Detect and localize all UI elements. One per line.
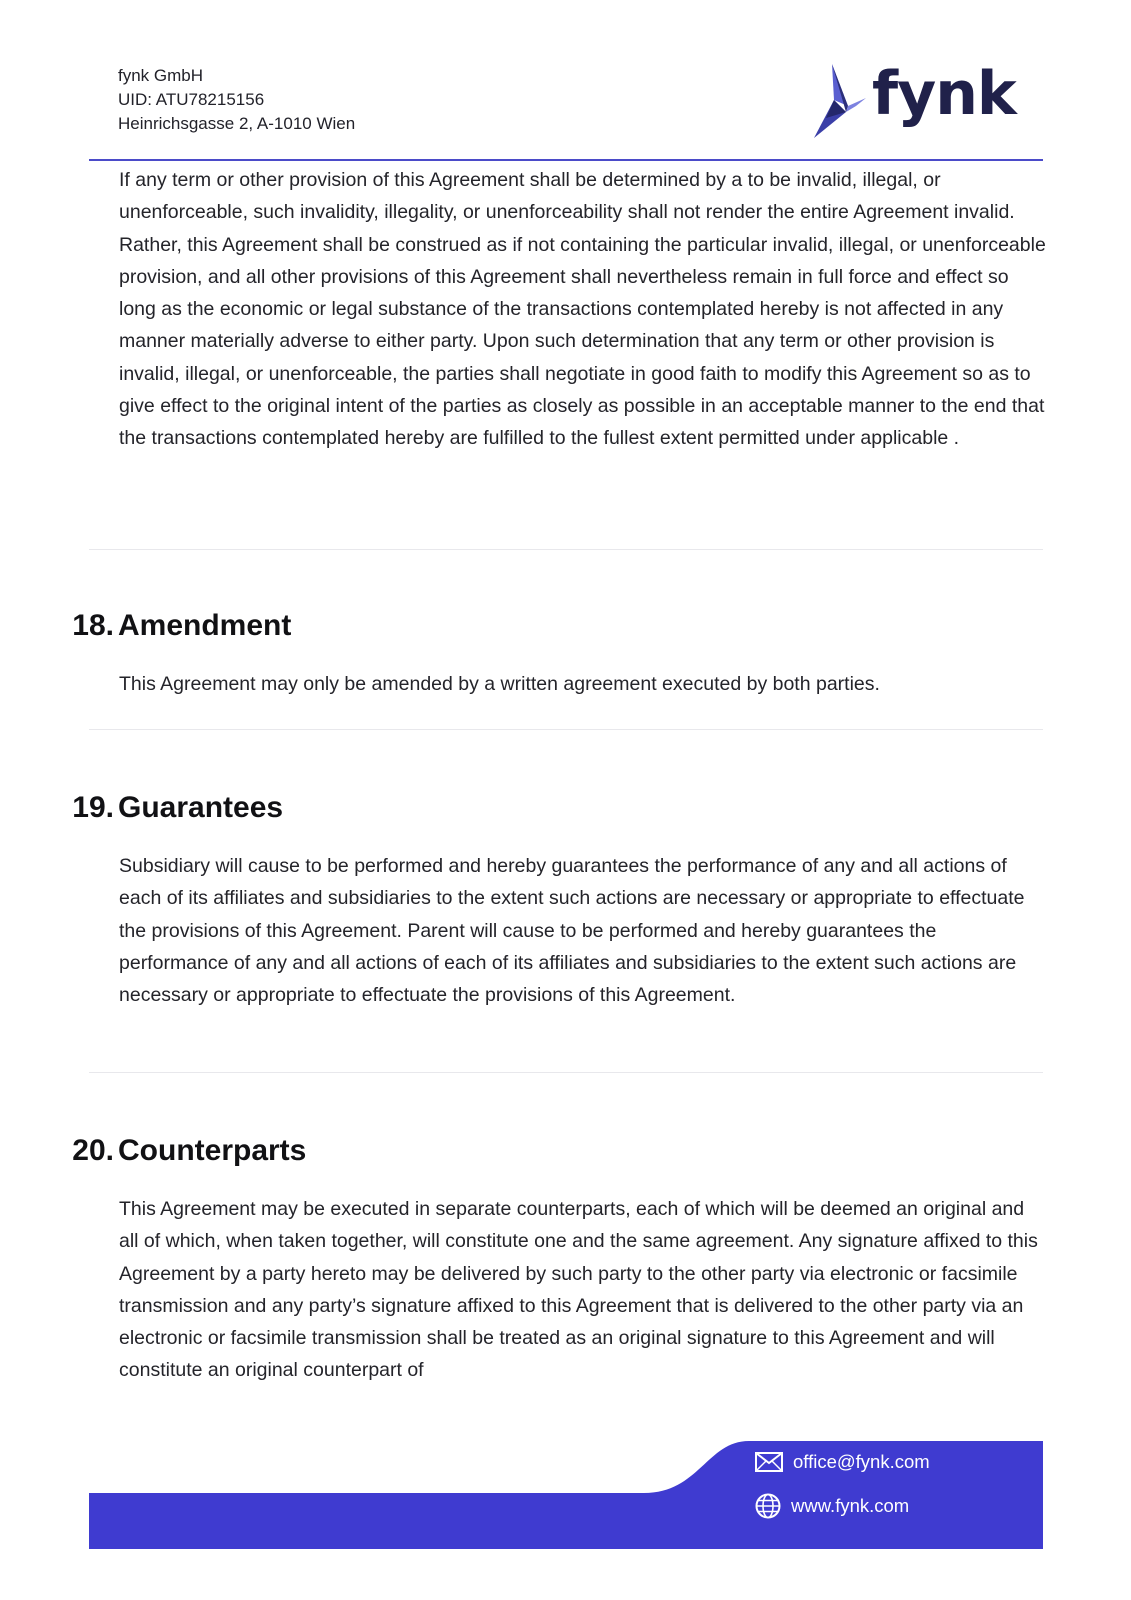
- section-19-body: Subsidiary will cause to be performed and hereby guarantees the performance of any and all actions of each of its affiliates and subsidiaries to the extent such actions are necessary or appropriate to effectuate the provisions of this Agreement. Parent will cause to be performed and hereby guarantees the performance of any and all actions of each of its affiliates and subsidiaries to the extent such actions are necessary or appropriate to effectuate the provisions of this Agreement.: [119, 855, 1025, 1007]
- company-name: fynk GmbH: [118, 66, 204, 85]
- logo-wordmark: fynk: [872, 59, 1016, 129]
- globe-icon: [755, 1493, 781, 1519]
- section-20-body: This Agreement may be executed in separate counterparts, each of which will be deemed an original and all of which, when taken together, will constitute one and the same agreement. Any signature affixed to this Agreement by a party hereto may be delivered by such party to the other party via electronic or facsimile transmission and any party’s signature affixed to this Agreement that is delivered to the other party via an electronic or facsimile transmission shall be treated as an original signature to this Agreement and will constitute an original counterpart of: [119, 1198, 1038, 1382]
- footer-website[interactable]: [755, 1493, 909, 1519]
- section-title: Counterparts: [118, 1134, 307, 1167]
- section-number: 18.: [72, 609, 114, 642]
- section-title: Amendment: [118, 609, 292, 642]
- section-number: 20.: [72, 1134, 114, 1167]
- footer-band: [89, 1441, 1043, 1549]
- section-divider: [89, 549, 1043, 550]
- company-address: Heinrichsgasse 2, A-1010 Wien: [118, 114, 356, 133]
- origami-bird-icon: [806, 60, 876, 142]
- section-title: Guarantees: [118, 791, 284, 824]
- fynk-logo: [806, 59, 1016, 142]
- header-divider: [89, 159, 1043, 161]
- footer-email[interactable]: [755, 1451, 930, 1473]
- intro-paragraph: If any term or other provision of this Agreement shall be determined by a to be invalid, illegal, or unenforceable, such invalidity, illegality, or unenforceability shall not render the entire Agreement invalid. Rather, this Agreement shall be construed as if not containing the particular invalid, illegal, or unenforceable provision, and all other provisions of this Agreement shall nevertheless remain in full force and effect so long as the economic or legal substance of the transactions contemplated hereby is not affected in any manner materially adverse to either party. Upon such determination that any term or other provision is invalid, illegal, or unenforceable, the parties shall negotiate in good faith to modify this Agreement so as to give effect to the original intent of the parties as closely as possible in an acceptable manner to the end that the transactions contemplated hereby are fulfilled to the fullest extent permitted under applicable .: [119, 169, 1046, 450]
- section-19-heading: [60, 788, 283, 828]
- email-text: office@fynk.com: [793, 1451, 930, 1472]
- envelope-icon: [755, 1452, 783, 1472]
- company-info: [118, 64, 355, 136]
- website-text: www.fynk.com: [791, 1495, 910, 1516]
- section-20-heading: [60, 1131, 306, 1171]
- company-uid: UID: ATU78215156: [118, 90, 265, 109]
- section-18-heading: [60, 606, 291, 646]
- section-divider: [89, 729, 1043, 730]
- section-18-body: This Agreement may only be amended by a written agreement executed by both parties.: [119, 673, 880, 695]
- section-number: 19.: [72, 791, 114, 824]
- section-divider: [89, 1072, 1043, 1073]
